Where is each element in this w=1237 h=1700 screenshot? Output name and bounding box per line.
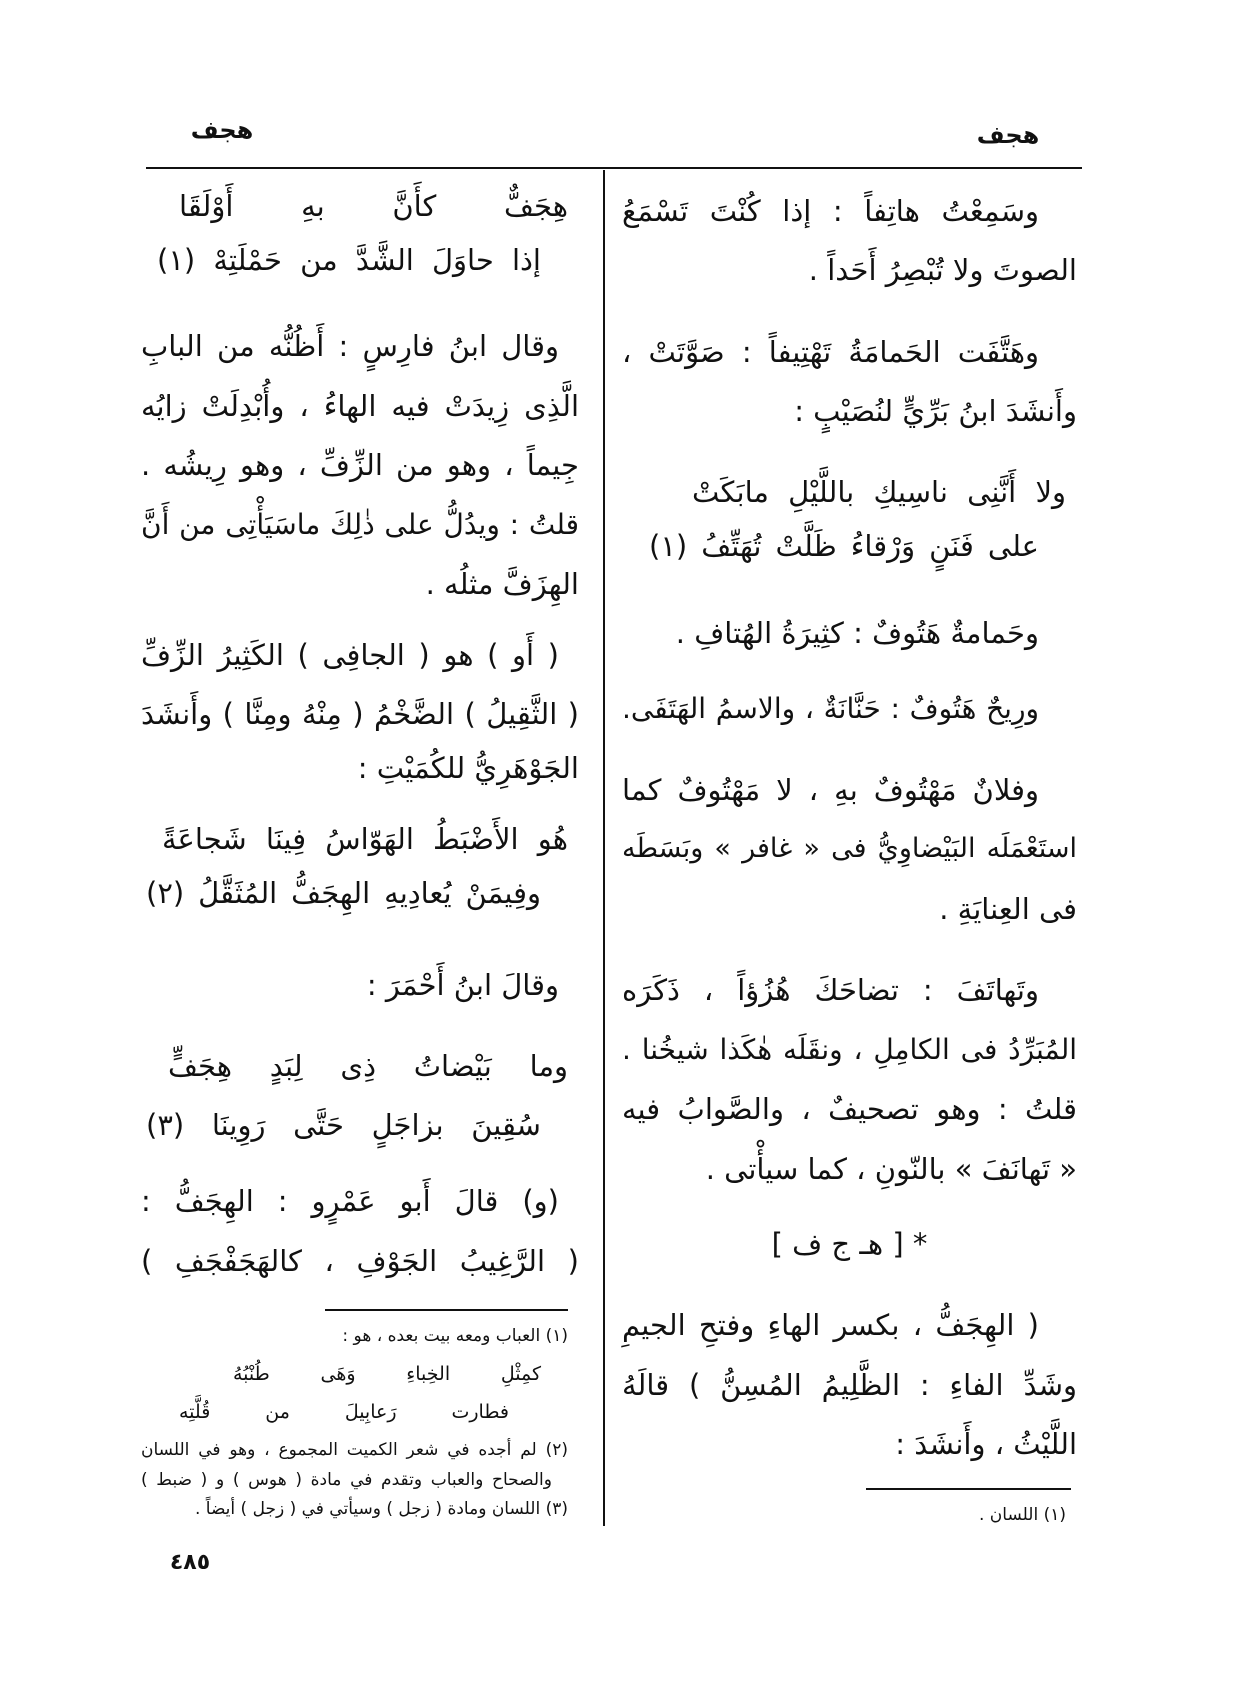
text-line: وتَهاتَفَ : تضاحَكَ هُزُؤاً ، ذَكَرَه — [622, 973, 1039, 1007]
verse-line: سُقِينَ بزاجَلٍ حَتَّى رَوِينَا (٣) — [146, 1108, 541, 1142]
text-line: المُبَرِّدُ فى الكامِلِ ، ونقَلَه هٰكَذا شيخُنا . — [622, 1033, 1077, 1066]
text-line: فى العِنايَةِ . — [939, 892, 1077, 926]
root-heading: * [ هـ ج ف ] — [771, 1227, 928, 1261]
footnote-verse-line: كمِثْلِ الخِباءِ وَهَى طُنْبُهُ — [233, 1363, 541, 1385]
verse-line: وفِيمَنْ يُعادِيهِ الهِجَفُّ المُثَقَّلُ (٢) — [146, 876, 541, 910]
footnote-line: (٣) اللسان ومادة ( زجل ) وسيأتي في ( زجل ) أيضاً . — [194, 1499, 568, 1519]
footnote-rule — [866, 1488, 1071, 1490]
footnote-line: (١) اللسان . — [979, 1505, 1066, 1525]
text-line: وحَمامةٌ هَتُوفٌ : كثِيرَةُ الهُتافِ . — [675, 616, 1039, 650]
footnote-line: (١) العباب ومعه بيت بعده ، هو : — [342, 1326, 568, 1346]
footnote-line: (٢) لم أجده في شعر الكميت المجموع ، وهو في اللسان — [141, 1440, 568, 1460]
text-line: وفلانٌ مَهْتُوفٌ بهِ ، لا مَهْتُوفٌ كما — [622, 773, 1039, 807]
verse-line: ولا أَنَّنِى ناسِيكِ باللَّيْلِ مابَكَتْ — [692, 475, 1066, 509]
verse-line: إذا حاوَلَ الشَّدَّ من حَمْلَتِهْ (١) — [157, 243, 541, 277]
text-line: « تَهانَفَ » بالنّونِ ، كما سيأْتى . — [705, 1152, 1077, 1186]
verse-line: وما بَيْضاتُ ذِى لِبَدٍ هِجَفٍّ — [168, 1049, 568, 1083]
text-line: وقالَ ابنُ أَحْمَرَ : — [366, 968, 559, 1002]
page-header-left: هجف — [190, 116, 254, 144]
text-line: الهِزَفَّ مثلُه . — [425, 567, 579, 601]
text-line: ( أَو ) هو ( الجافِى ) الكَثِيرُ الزِّفِّ — [141, 638, 559, 672]
text-line: الَّذِى زِيدَتْ فيه الهاءُ ، وأُبْدِلَتْ زايُه — [141, 389, 579, 423]
footnote-verse-line: فطارت رَعابِيلَ من قُلَّتِه — [179, 1401, 509, 1423]
page-header-right: هجف — [976, 121, 1040, 149]
text-line: جِيماً ، وهو من الزِّفِّ ، وهو رِيشُه . — [141, 448, 579, 482]
text-line: ورِيحٌ هَتُوفٌ : حَنَّانَةٌ ، والاسمُ الهَتَفَى. — [622, 692, 1039, 725]
text-line: قلتُ : وهو تصحيفٌ ، والصَّوابُ فيه — [622, 1092, 1077, 1126]
text-line: وهَتَّفَت الحَمامَةُ تَهْتِيفاً : صَوَّتَتْ ، — [622, 335, 1039, 369]
text-line: وأَنشَدَ ابنُ بَرِّيٍّ لنُصَيْبٍ : — [794, 394, 1077, 428]
footnote-line: والصحاح والعباب وتقدم في مادة ( هوس ) و ( ضبط ) — [141, 1470, 552, 1490]
text-line: استَعْمَلَه البَيْضاوِيُّ فى « غافر » وبَسَطَه — [622, 833, 1077, 864]
text-line: ( الثَّقِيلُ ) الضَّخْمُ ( مِنْهُ ومِنَّا ) وأَنشَدَ — [141, 697, 579, 731]
text-line: وشَدِّ الفاءِ : الظَّلِيمُ المُسِنُّ ) قالَهُ — [622, 1368, 1077, 1402]
header-rule — [146, 167, 1082, 169]
text-line: وسَمِعْتُ هاتِفاً : إذا كُنْتَ تَسْمَعُ — [622, 194, 1039, 228]
verse-line: هُو الأَضْبَطُ الهَوّاسُ فِينَا شَجاعَةً — [162, 822, 568, 856]
text-line: الصوتَ ولا تُبْصِرُ أَحَداً . — [808, 253, 1077, 287]
verse-line: هِجَفٌّ كأَنَّ بهِ أَوْلَقَا — [179, 189, 568, 223]
verse-line: على فَنَنٍ وَرْقاءُ ظَلَّتْ تُهَتِّفُ (١) — [649, 529, 1039, 563]
text-line: ( الرَّغِيبُ الجَوْفِ ، كالهَجَفْجَفِ ) — [141, 1244, 579, 1278]
footnote-rule — [325, 1309, 568, 1311]
text-line: اللَّيْثُ ، وأَنشَدَ : — [895, 1427, 1077, 1461]
text-line: الجَوْهَرِيُّ للكُمَيْتِ : — [357, 751, 579, 785]
text-line: (و) قالَ أَبو عَمْرٍو : الهِجَفُّ : — [141, 1184, 559, 1218]
text-line: قلتُ : ويدُلُّ على ذٰلِكَ ماسَيَأْتِى من أَنَّ — [141, 508, 579, 541]
page-number: ٤٨٥ — [169, 1550, 211, 1575]
text-line: وقال ابنُ فارِسٍ : أَظُنُّه من البابِ — [141, 329, 559, 363]
text-line: ( الهِجَفُّ ، بكسر الهاءِ وفتحِ الجيمِ — [622, 1308, 1039, 1342]
column-divider — [603, 170, 605, 1526]
